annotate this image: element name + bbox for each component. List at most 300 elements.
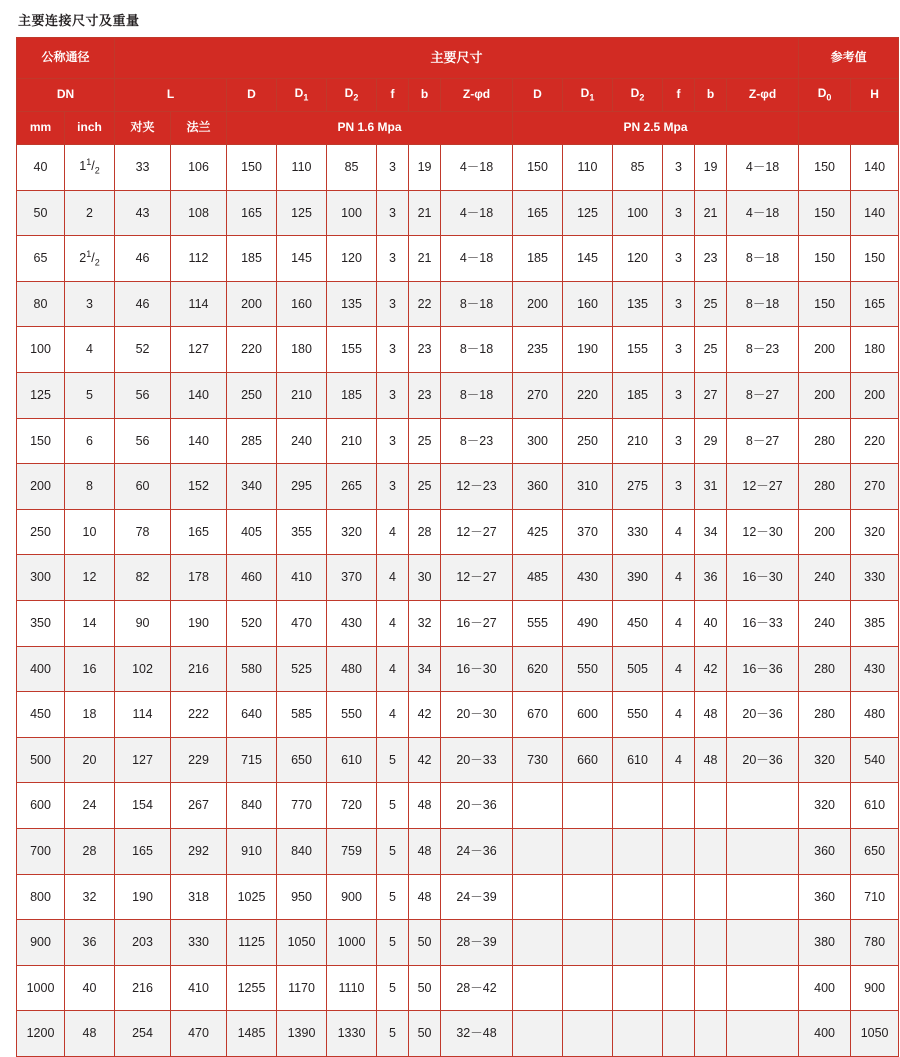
cell-pn16-zd: 28－39 [441, 920, 513, 966]
cell-h: 1050 [851, 1011, 899, 1057]
cell-h: 140 [851, 145, 899, 191]
cell-l-clamp: 127 [115, 737, 171, 783]
cell-pn16-zd: 32－48 [441, 1011, 513, 1057]
cell-l-flange: 267 [171, 783, 227, 829]
cell-pn25-d1 [563, 920, 613, 966]
cell-pn25-d2: 505 [613, 646, 663, 692]
cell-pn25-b: 36 [695, 555, 727, 601]
cell-inch: 10 [65, 509, 115, 555]
cell-pn16-zd: 24－39 [441, 874, 513, 920]
cell-inch: 5 [65, 372, 115, 418]
cell-pn16-d2: 480 [327, 646, 377, 692]
cell-pn16-d: 840 [227, 783, 277, 829]
cell-l-clamp: 46 [115, 281, 171, 327]
cell-pn16-b: 21 [409, 236, 441, 282]
cell-l-flange: 410 [171, 965, 227, 1011]
cell-pn16-f: 5 [377, 828, 409, 874]
cell-pn25-zd: 8－27 [727, 418, 799, 464]
cell-l-flange: 140 [171, 418, 227, 464]
header-pn16: PN 1.6 Mpa [227, 112, 513, 145]
cell-pn16-d: 520 [227, 600, 277, 646]
table-row [17, 145, 899, 191]
cell-pn16-d2: 135 [327, 281, 377, 327]
cell-l-clamp: 60 [115, 464, 171, 510]
cell-dn: 100 [17, 327, 65, 373]
cell-pn25-zd: 16－36 [727, 646, 799, 692]
cell-pn25-b: 42 [695, 646, 727, 692]
header-pn16-f: f [377, 79, 409, 112]
cell-pn25-d2: 185 [613, 372, 663, 418]
cell-pn25-f [663, 920, 695, 966]
cell-pn25-d1: 370 [563, 509, 613, 555]
cell-pn16-d: 150 [227, 145, 277, 191]
cell-dn: 800 [17, 874, 65, 920]
cell-l-flange: 108 [171, 190, 227, 236]
inch-numerator: 1 [86, 157, 92, 168]
cell-pn25-d2: 210 [613, 418, 663, 464]
table-row [17, 828, 899, 874]
cell-pn16-d: 220 [227, 327, 277, 373]
header-pn16-d1: $D_1$ [277, 79, 327, 112]
cell-pn16-d: 460 [227, 555, 277, 601]
cell-l-flange: 330 [171, 920, 227, 966]
cell-pn25-d2: 275 [613, 464, 663, 510]
cell-d0: 360 [799, 874, 851, 920]
cell-pn16-b: 28 [409, 509, 441, 555]
cell-pn16-f: 3 [377, 464, 409, 510]
cell-inch: 28 [65, 828, 115, 874]
header-pn16-d: D [227, 79, 277, 112]
cell-pn16-d1: 355 [277, 509, 327, 555]
cell-dn: 450 [17, 692, 65, 738]
cell-h: 430 [851, 646, 899, 692]
cell-d0: 280 [799, 418, 851, 464]
cell-pn16-b: 30 [409, 555, 441, 601]
cell-pn16-d: 715 [227, 737, 277, 783]
cell-l-clamp: 154 [115, 783, 171, 829]
cell-pn16-zd: 20－36 [441, 783, 513, 829]
cell-d0: 320 [799, 783, 851, 829]
cell-pn25-d: 270 [513, 372, 563, 418]
cell-inch: $2^1/_2$ [65, 236, 115, 282]
cell-pn16-d1: 160 [277, 281, 327, 327]
cell-pn16-zd: 4－18 [441, 236, 513, 282]
cell-h: 385 [851, 600, 899, 646]
cell-pn16-d: 285 [227, 418, 277, 464]
cell-h: 165 [851, 281, 899, 327]
cell-pn16-zd: 4－18 [441, 145, 513, 191]
table-row [17, 600, 899, 646]
cell-h: 540 [851, 737, 899, 783]
cell-pn16-d: 1025 [227, 874, 277, 920]
cell-pn25-f: 4 [663, 692, 695, 738]
cell-pn25-d2: 85 [613, 145, 663, 191]
inch-whole: 2 [79, 250, 87, 265]
cell-pn25-zd: 12－30 [727, 509, 799, 555]
page-title: 主要连接尺寸及重量 [18, 13, 140, 28]
cell-pn16-zd: 8－23 [441, 418, 513, 464]
cell-l-clamp: 52 [115, 327, 171, 373]
cell-pn16-zd: 12－27 [441, 555, 513, 601]
cell-d0: 400 [799, 1011, 851, 1057]
header-h: H [851, 79, 899, 112]
cell-pn16-d: 250 [227, 372, 277, 418]
cell-pn25-b: 25 [695, 327, 727, 373]
cell-pn16-d2: 120 [327, 236, 377, 282]
cell-pn16-b: 50 [409, 1011, 441, 1057]
cell-l-clamp: 190 [115, 874, 171, 920]
cell-pn25-d1: 220 [563, 372, 613, 418]
header-unit-inch: inch [65, 112, 115, 145]
cell-pn25-b: 27 [695, 372, 727, 418]
cell-pn16-d2: 550 [327, 692, 377, 738]
cell-l-flange: 114 [171, 281, 227, 327]
cell-l-clamp: 56 [115, 372, 171, 418]
cell-pn16-d1: 950 [277, 874, 327, 920]
cell-pn25-zd [727, 828, 799, 874]
cell-pn16-d2: 100 [327, 190, 377, 236]
cell-pn16-zd: 12－23 [441, 464, 513, 510]
cell-pn25-zd: 8－27 [727, 372, 799, 418]
cell-pn25-b: 48 [695, 692, 727, 738]
cell-pn16-d1: 240 [277, 418, 327, 464]
cell-pn16-b: 21 [409, 190, 441, 236]
cell-l-clamp: 254 [115, 1011, 171, 1057]
cell-pn25-d2: 155 [613, 327, 663, 373]
cell-pn16-d1: 470 [277, 600, 327, 646]
cell-pn16-d2: 720 [327, 783, 377, 829]
cell-inch: 6 [65, 418, 115, 464]
cell-l-flange: 127 [171, 327, 227, 373]
cell-inch: 16 [65, 646, 115, 692]
cell-pn25-d [513, 874, 563, 920]
table-row [17, 555, 899, 601]
cell-pn16-d1: 525 [277, 646, 327, 692]
cell-pn16-f: 5 [377, 965, 409, 1011]
cell-pn25-b [695, 828, 727, 874]
cell-pn25-b: 34 [695, 509, 727, 555]
cell-pn16-d2: 155 [327, 327, 377, 373]
cell-pn16-f: 5 [377, 874, 409, 920]
cell-dn: 400 [17, 646, 65, 692]
cell-l-flange: 229 [171, 737, 227, 783]
cell-l-clamp: 46 [115, 236, 171, 282]
cell-pn25-d2: 390 [613, 555, 663, 601]
cell-pn25-f: 3 [663, 236, 695, 282]
cell-pn16-f: 3 [377, 372, 409, 418]
cell-dn: 1000 [17, 965, 65, 1011]
cell-pn25-d1: 145 [563, 236, 613, 282]
cell-l-clamp: 114 [115, 692, 171, 738]
cell-pn25-f [663, 965, 695, 1011]
cell-pn25-d1 [563, 783, 613, 829]
cell-dn: 350 [17, 600, 65, 646]
cell-pn16-f: 3 [377, 145, 409, 191]
cell-pn16-b: 42 [409, 692, 441, 738]
cell-l-flange: 152 [171, 464, 227, 510]
cell-pn25-b: 19 [695, 145, 727, 191]
cell-pn25-f: 4 [663, 600, 695, 646]
cell-inch: 8 [65, 464, 115, 510]
cell-pn25-d2 [613, 783, 663, 829]
cell-pn16-d1: 125 [277, 190, 327, 236]
cell-pn16-f: 3 [377, 236, 409, 282]
cell-pn16-zd: 28－42 [441, 965, 513, 1011]
table-row [17, 464, 899, 510]
cell-pn25-zd: 20－36 [727, 692, 799, 738]
cell-h: 200 [851, 372, 899, 418]
header-pn25-zd: Z-φd [727, 79, 799, 112]
cell-dn: 80 [17, 281, 65, 327]
cell-pn25-d1: 125 [563, 190, 613, 236]
cell-pn16-zd: 8－18 [441, 281, 513, 327]
cell-dn: 65 [17, 236, 65, 282]
cell-l-clamp: 56 [115, 418, 171, 464]
cell-pn25-b: 48 [695, 737, 727, 783]
cell-l-clamp: 203 [115, 920, 171, 966]
cell-pn25-d1: 160 [563, 281, 613, 327]
cell-pn16-zd: 16－27 [441, 600, 513, 646]
cell-pn16-b: 25 [409, 418, 441, 464]
table-row [17, 372, 899, 418]
header-pn25-b: b [695, 79, 727, 112]
cell-pn16-f: 4 [377, 509, 409, 555]
cell-dn: 300 [17, 555, 65, 601]
cell-l-clamp: 90 [115, 600, 171, 646]
cell-pn16-d1: 410 [277, 555, 327, 601]
cell-pn16-d: 200 [227, 281, 277, 327]
table-body [17, 145, 899, 1057]
cell-pn25-d: 730 [513, 737, 563, 783]
cell-pn25-d: 555 [513, 600, 563, 646]
cell-pn25-d2 [613, 828, 663, 874]
header-pn25-f: f [663, 79, 695, 112]
cell-pn16-zd: 8－18 [441, 372, 513, 418]
cell-h: 480 [851, 692, 899, 738]
cell-pn25-d1: 430 [563, 555, 613, 601]
cell-pn25-zd: 4－18 [727, 145, 799, 191]
specification-table [16, 37, 899, 1057]
cell-l-clamp: 165 [115, 828, 171, 874]
cell-pn25-d1: 190 [563, 327, 613, 373]
cell-dn: 900 [17, 920, 65, 966]
cell-pn16-d1: 840 [277, 828, 327, 874]
cell-l-flange: 470 [171, 1011, 227, 1057]
cell-pn25-d1 [563, 828, 613, 874]
cell-pn25-d2: 610 [613, 737, 663, 783]
cell-pn25-zd: 16－30 [727, 555, 799, 601]
cell-pn25-zd [727, 920, 799, 966]
cell-pn16-d1: 650 [277, 737, 327, 783]
header-reference-spacer [799, 112, 899, 145]
cell-pn25-f: 4 [663, 509, 695, 555]
cell-h: 330 [851, 555, 899, 601]
header-d0: $D_0$ [799, 79, 851, 112]
header-pn25-d: D [513, 79, 563, 112]
header-unit-mm: mm [17, 112, 65, 145]
cell-pn25-zd: 20－36 [727, 737, 799, 783]
cell-pn25-d2: 450 [613, 600, 663, 646]
cell-h: 180 [851, 327, 899, 373]
cell-pn16-d2: 320 [327, 509, 377, 555]
cell-l-flange: 112 [171, 236, 227, 282]
cell-d0: 150 [799, 281, 851, 327]
cell-pn25-d1: 310 [563, 464, 613, 510]
cell-pn25-f [663, 783, 695, 829]
cell-pn16-d2: 265 [327, 464, 377, 510]
cell-pn16-zd: 4－18 [441, 190, 513, 236]
cell-pn16-f: 4 [377, 646, 409, 692]
cell-pn25-b: 40 [695, 600, 727, 646]
cell-pn16-d2: 185 [327, 372, 377, 418]
cell-pn25-d1: 550 [563, 646, 613, 692]
cell-pn16-d: 405 [227, 509, 277, 555]
cell-pn16-d: 1125 [227, 920, 277, 966]
cell-pn25-d2: 135 [613, 281, 663, 327]
cell-pn25-f: 3 [663, 418, 695, 464]
table-row [17, 920, 899, 966]
cell-dn: 250 [17, 509, 65, 555]
cell-pn25-d2: 550 [613, 692, 663, 738]
cell-inch: 2 [65, 190, 115, 236]
cell-h: 320 [851, 509, 899, 555]
inch-denominator: 2 [94, 257, 100, 268]
cell-pn25-d1 [563, 965, 613, 1011]
cell-pn16-d2: 1000 [327, 920, 377, 966]
cell-dn: 600 [17, 783, 65, 829]
cell-pn16-d: 185 [227, 236, 277, 282]
cell-pn25-f [663, 828, 695, 874]
cell-l-flange: 178 [171, 555, 227, 601]
cell-pn25-zd: 8－18 [727, 236, 799, 282]
header-flange: 法兰 [171, 112, 227, 145]
cell-pn16-d1: 295 [277, 464, 327, 510]
cell-l-flange: 318 [171, 874, 227, 920]
cell-pn16-d: 165 [227, 190, 277, 236]
header-pn25: PN 2.5 Mpa [513, 112, 799, 145]
cell-pn16-b: 23 [409, 372, 441, 418]
cell-pn25-d: 620 [513, 646, 563, 692]
cell-pn16-d2: 85 [327, 145, 377, 191]
cell-pn25-b: 23 [695, 236, 727, 282]
cell-pn25-f: 3 [663, 281, 695, 327]
cell-pn25-zd: 8－18 [727, 281, 799, 327]
cell-h: 220 [851, 418, 899, 464]
inch-numerator: 1 [86, 248, 92, 259]
cell-h: 270 [851, 464, 899, 510]
cell-inch: 40 [65, 965, 115, 1011]
cell-pn16-b: 48 [409, 783, 441, 829]
cell-pn25-d: 485 [513, 555, 563, 601]
cell-pn16-zd: 20－30 [441, 692, 513, 738]
cell-pn16-b: 50 [409, 920, 441, 966]
cell-pn16-b: 50 [409, 965, 441, 1011]
cell-pn16-f: 4 [377, 600, 409, 646]
cell-pn25-d1 [563, 874, 613, 920]
cell-dn: 40 [17, 145, 65, 191]
cell-pn16-f: 4 [377, 555, 409, 601]
cell-d0: 400 [799, 965, 851, 1011]
table-row [17, 236, 899, 282]
cell-d0: 150 [799, 145, 851, 191]
cell-pn16-b: 42 [409, 737, 441, 783]
cell-d0: 280 [799, 464, 851, 510]
cell-d0: 240 [799, 600, 851, 646]
table-row [17, 281, 899, 327]
header-pn16-b: b [409, 79, 441, 112]
cell-h: 610 [851, 783, 899, 829]
cell-pn16-d: 910 [227, 828, 277, 874]
cell-pn16-d1: 585 [277, 692, 327, 738]
cell-h: 150 [851, 236, 899, 282]
cell-h: 900 [851, 965, 899, 1011]
header-pn16-zd: Z-φd [441, 79, 513, 112]
cell-d0: 380 [799, 920, 851, 966]
cell-pn16-b: 48 [409, 874, 441, 920]
cell-pn16-b: 34 [409, 646, 441, 692]
cell-pn25-d [513, 920, 563, 966]
cell-l-flange: 140 [171, 372, 227, 418]
header-reference-values: 参考值 [799, 38, 899, 79]
cell-pn16-d: 640 [227, 692, 277, 738]
cell-pn25-d2: 330 [613, 509, 663, 555]
table-row [17, 783, 899, 829]
inch-whole: 1 [79, 159, 87, 174]
cell-l-clamp: 43 [115, 190, 171, 236]
cell-pn25-f: 4 [663, 646, 695, 692]
cell-d0: 200 [799, 372, 851, 418]
cell-pn25-d [513, 965, 563, 1011]
cell-l-clamp: 82 [115, 555, 171, 601]
header-dn: DN [17, 79, 115, 112]
cell-pn16-d1: 1050 [277, 920, 327, 966]
cell-inch: 24 [65, 783, 115, 829]
cell-pn25-b: 21 [695, 190, 727, 236]
cell-pn16-d1: 1170 [277, 965, 327, 1011]
cell-inch: 4 [65, 327, 115, 373]
header-pn25-d1: $D_1$ [563, 79, 613, 112]
cell-l-flange: 190 [171, 600, 227, 646]
cell-pn25-d1: 600 [563, 692, 613, 738]
cell-pn25-zd [727, 965, 799, 1011]
cell-pn25-d: 670 [513, 692, 563, 738]
cell-pn25-b [695, 965, 727, 1011]
header-main-dimensions: 主要尺寸 [115, 38, 799, 79]
table-row [17, 965, 899, 1011]
cell-inch: 36 [65, 920, 115, 966]
cell-pn25-f [663, 874, 695, 920]
cell-pn16-d2: 610 [327, 737, 377, 783]
cell-pn25-d: 200 [513, 281, 563, 327]
cell-pn16-d2: 430 [327, 600, 377, 646]
cell-pn16-d2: 759 [327, 828, 377, 874]
cell-pn16-f: 5 [377, 920, 409, 966]
cell-pn25-d: 235 [513, 327, 563, 373]
cell-pn25-d1: 110 [563, 145, 613, 191]
cell-pn25-f: 3 [663, 190, 695, 236]
cell-pn16-zd: 24－36 [441, 828, 513, 874]
cell-pn25-d2 [613, 874, 663, 920]
header-l: L [115, 79, 227, 112]
cell-pn25-zd: 16－33 [727, 600, 799, 646]
cell-inch: 32 [65, 874, 115, 920]
cell-pn16-b: 48 [409, 828, 441, 874]
cell-l-flange: 222 [171, 692, 227, 738]
cell-dn: 150 [17, 418, 65, 464]
cell-pn25-d: 425 [513, 509, 563, 555]
cell-pn16-f: 3 [377, 327, 409, 373]
table-row [17, 418, 899, 464]
